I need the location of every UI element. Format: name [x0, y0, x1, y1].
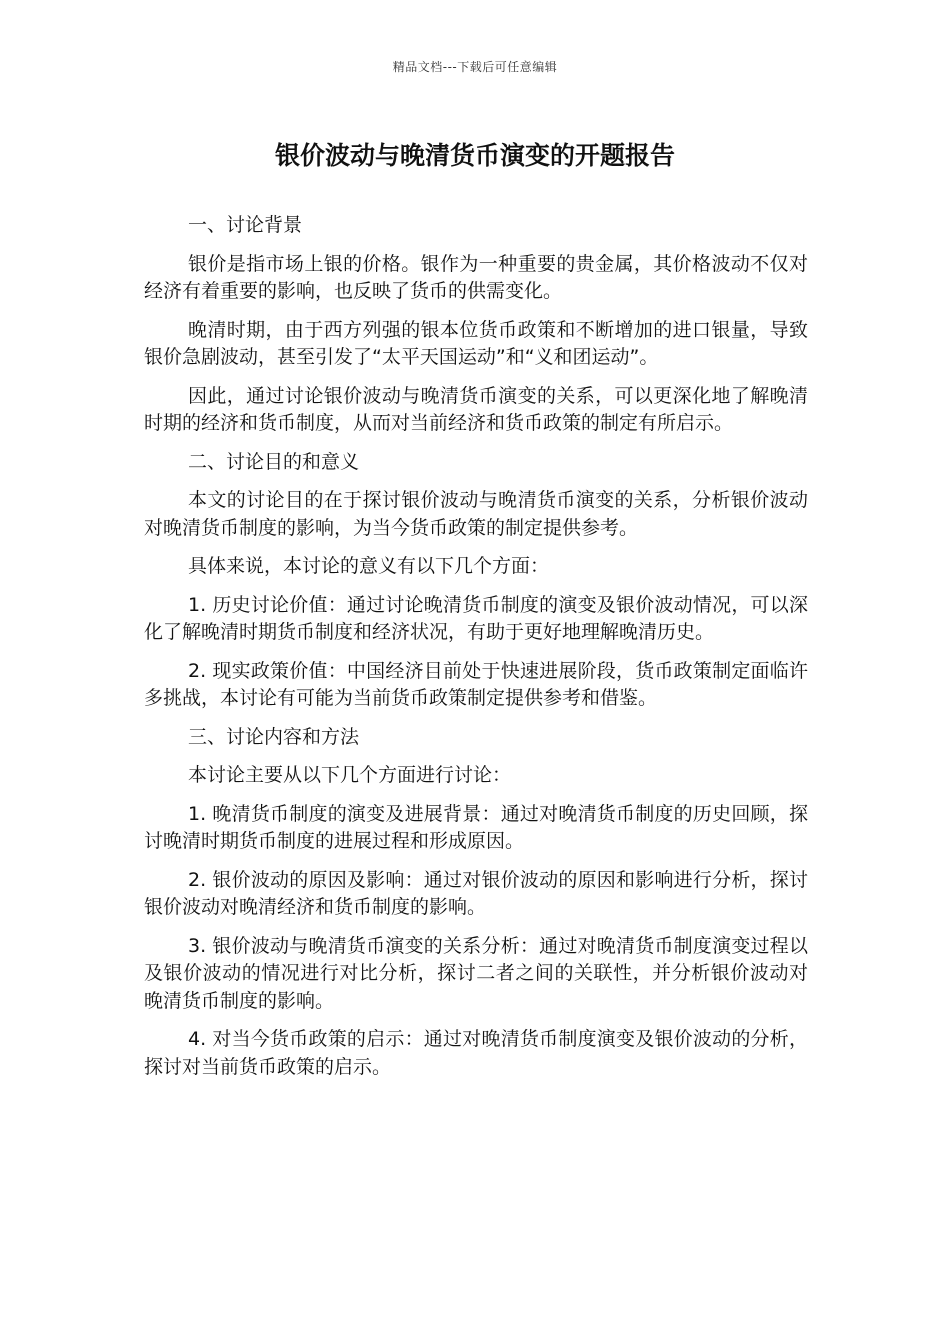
- paragraph: 因此，通过讨论银价波动与晚清货币演变的关系，可以更深化地了解晚清时期的经济和货币制度，从而对当前经济和货币政策的制定有所启示。: [144, 384, 808, 434]
- section-heading-purpose: 二、讨论目的和意义: [188, 450, 360, 473]
- page-header: 精品文档---下载后可任意编辑: [392, 60, 558, 74]
- list-item: 2. 现实政策价值：中国经济目前处于快速进展阶段，货币政策制定面临许多挑战，本讨论有可能为当前货币政策制定提供参考和借鉴。: [144, 659, 808, 709]
- list-item: 1. 历史讨论价值：通过讨论晚清货币制度的演变及银价波动情况，可以深化了解晚清时期货币制度和经济状况，有助于更好地理解晚清历史。: [144, 593, 808, 643]
- list-item: 4. 对当今货币政策的启示：通过对晚清货币制度演变及银价波动的分析，探讨对当前货币政策的启示。: [144, 1028, 808, 1078]
- paragraph: 本文的讨论目的在于探讨银价波动与晚清货币演变的关系，分析银价波动对晚清货币制度的影响，为当今货币政策的制定提供参考。: [144, 489, 808, 539]
- paragraph: 银价是指市场上银的价格。银作为一种重要的贵金属，其价格波动不仅对经济有着重要的影响，也反映了货币的供需变化。: [144, 252, 808, 302]
- paragraph: 本讨论主要从以下几个方面进行讨论：: [188, 764, 512, 786]
- document-title: 银价波动与晚清货币演变的开题报告: [274, 141, 675, 170]
- paragraph: 具体来说，本讨论的意义有以下几个方面：: [188, 555, 550, 577]
- list-item: 3. 银价波动与晚清货币演变的关系分析：通过对晚清货币制度演变过程以及银价波动的情况进行对比分析，探讨二者之间的关联性，并分析银价波动对晚清货币制度的影响。: [144, 934, 808, 1012]
- list-item: 1. 晚清货币制度的演变及进展背景：通过对晚清货币制度的历史回顾，探讨晚清时期货币制度的进展过程和形成原因。: [144, 802, 808, 852]
- paragraph: 晚清时期，由于西方列强的银本位货币政策和不断增加的进口银量，导致银价急剧波动，甚至引发了“太平天国运动”和“义和团运动”。: [144, 318, 808, 368]
- section-heading-background: 一、讨论背景: [188, 214, 303, 236]
- list-item: 2. 银价波动的原因及影响：通过对银价波动的原因和影响进行分析，探讨银价波动对晚清经济和货币制度的影响。: [144, 868, 808, 918]
- document-body: [144, 212, 808, 1092]
- section-heading-content: 三、讨论内容和方法: [188, 725, 360, 748]
